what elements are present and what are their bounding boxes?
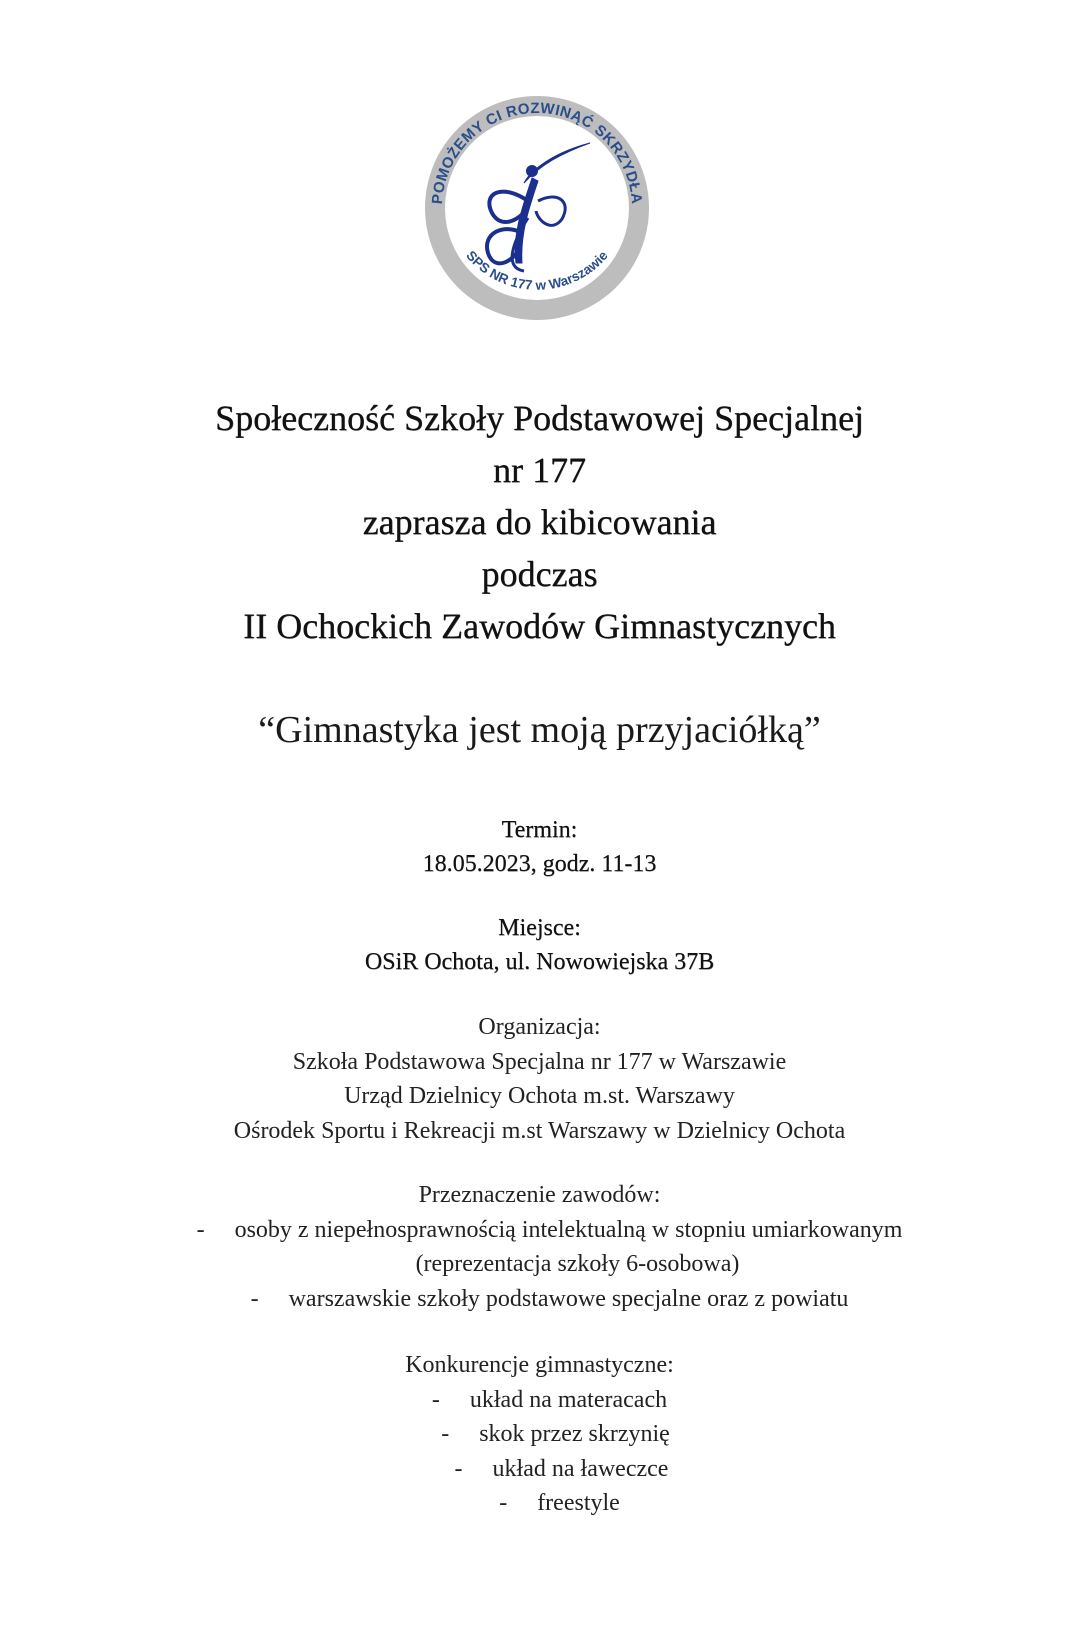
title-line: II Ochockich Zawodów Gimnastycznych — [243, 606, 836, 646]
dash: - — [441, 1421, 450, 1447]
konkurencje-section — [0, 1348, 1079, 1521]
title-line: podczas — [481, 554, 598, 594]
list-item — [10, 1213, 1079, 1248]
title-line: zaprasza do kibicowania — [362, 502, 717, 542]
przeznaczenie-item: warszawskie szkoły podstawowe specjalne oraz z powiatu — [288, 1285, 849, 1312]
konkurencje-label: Konkurencje gimnastyczne: — [405, 1352, 674, 1378]
przeznaczenie-section — [0, 1178, 1079, 1316]
przeznaczenie-label: Przeznaczenie zawodów: — [418, 1182, 661, 1208]
dash: - — [454, 1455, 463, 1482]
title-line: nr 177 — [493, 450, 586, 490]
motto: “Gimnastyka jest moją przyjaciółką” — [258, 709, 821, 751]
list-item — [22, 1452, 1079, 1487]
organizacja-item: Urząd Dzielnicy Ochota m.st. Warszawy — [344, 1083, 735, 1109]
dash: - — [250, 1285, 259, 1312]
list-item — [10, 1282, 1079, 1317]
school-logo — [412, 83, 662, 333]
organizacja-item: Szkoła Podstawowa Specjalna nr 177 w Warszawie — [292, 1048, 787, 1075]
organizacja-item: Ośrodek Sportu i Rekreacji m.st Warszawy w Dzielnicy Ochota — [233, 1117, 846, 1144]
konkurencje-item: skok przez skrzynię — [479, 1421, 670, 1447]
organizacja-label: Organizacja: — [478, 1014, 601, 1040]
konkurencje-item: układ na materacach — [469, 1386, 668, 1413]
miejsce-section — [0, 911, 1079, 979]
logo-ring-top-text: POMOŻEMY CI ROZWINĄĆ SKRZYDŁA — [428, 99, 646, 205]
list-item — [20, 1486, 1079, 1521]
logo-ring-bottom-text: SPS NR 177 w Warszawie — [463, 247, 611, 293]
list-item — [16, 1417, 1079, 1452]
konkurencje-item: układ na ławeczce — [492, 1455, 669, 1482]
title-line: Społeczność Szkoły Podstawowej Specjalnej — [215, 398, 864, 438]
dash: - — [499, 1490, 508, 1516]
miejsce-value: OSiR Ochota, ul. Nowowiejska 37B — [364, 949, 715, 975]
termin-label: Termin: — [501, 817, 578, 843]
list-item — [10, 1383, 1079, 1418]
dash: - — [431, 1386, 440, 1413]
dash: - — [196, 1216, 205, 1243]
przeznaczenie-item: osoby z niepełnosprawnością intelektualną w stopniu umiarkowanym — [234, 1216, 903, 1243]
przeznaczenie-note: (reprezentacja szkoły 6-osobowa) — [415, 1251, 740, 1277]
organizacja-section — [0, 1010, 1079, 1148]
termin-value: 18.05.2023, godz. 11-13 — [422, 851, 657, 877]
termin-section — [0, 813, 1079, 881]
event-title — [0, 392, 1079, 652]
miejsce-label: Miejsce: — [498, 915, 581, 941]
konkurencje-item: freestyle — [537, 1490, 620, 1516]
